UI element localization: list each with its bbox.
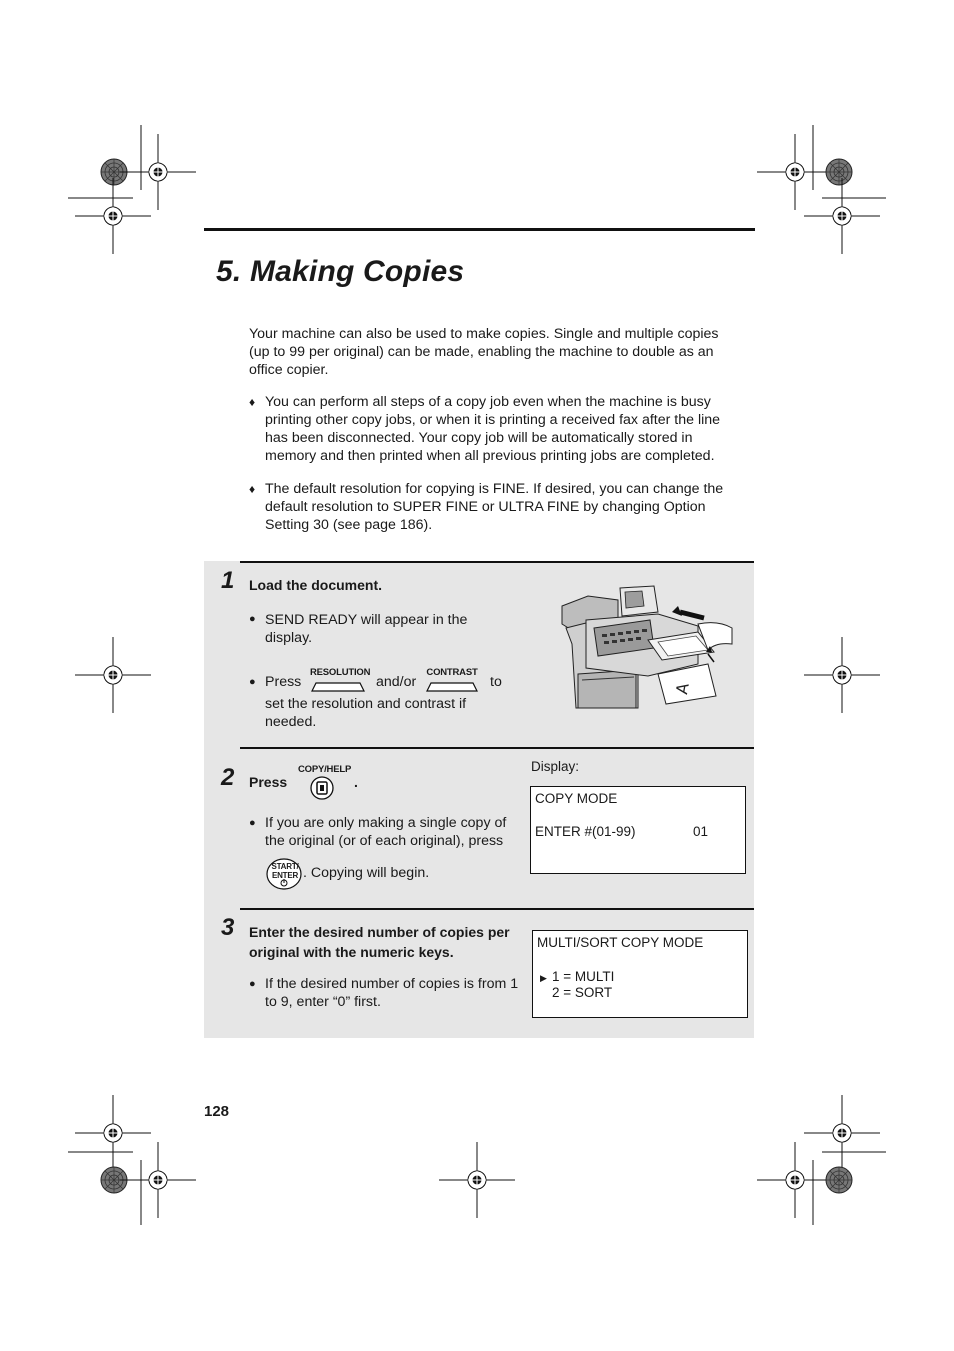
- display-line-2: ENTER #(01-99): [535, 824, 636, 839]
- step-2-rule: [240, 747, 754, 749]
- contrast-key-icon: [425, 678, 479, 694]
- step-1-rule: [240, 561, 754, 563]
- step-2-bullet-1: If you are only making a single copy of the original (or of each original), press: [265, 815, 507, 849]
- step-2-number: 2: [221, 764, 235, 791]
- svg-text:A: A: [672, 681, 693, 696]
- display-value: 01: [693, 824, 709, 839]
- start-enter-key: [266, 858, 304, 895]
- start-key-label-line1: START/: [271, 862, 299, 871]
- fax-machine-illustration: [558, 584, 736, 710]
- contrast-key-label: CONTRAST: [426, 667, 478, 678]
- diamond-bullet-icon: ♦: [249, 395, 256, 409]
- bullet-dot-icon: ●: [249, 978, 256, 990]
- step-1-number: 1: [221, 567, 235, 594]
- step-1-press-label: Press: [265, 674, 302, 690]
- bullet-dot-icon: ●: [249, 613, 256, 625]
- copy-help-key-icon: [304, 775, 344, 801]
- step-2-press-label: Press: [249, 774, 288, 790]
- note-text: The default resolution for copying is FINE. If desired, you can change the default resolution to SUPER FINE or ULTRA FINE by changing Option Setting 30 (see page 186).: [265, 481, 724, 533]
- display-option-1: 1 = MULTI: [552, 969, 615, 984]
- step-3-heading: Enter the desired number of copies per original with the numeric keys.: [249, 924, 510, 960]
- intro-paragraph: Your machine can also be used to make copies. Single and multiple copies (up to 99 per original) can be made, enabling the machine to double as an office copier.: [249, 326, 719, 378]
- step-3-number: 3: [221, 914, 235, 941]
- start-enter-key-label: [271, 862, 299, 880]
- note-text: You can perform all steps of a copy job even when the machine is busy printing other copy jobs, or when it is printing a received fax after the line has been disconnected. Your copy job will be automatically stored in memory and then printed when all previous printing jobs are completed.: [265, 394, 721, 464]
- step-1-heading: Load the document.: [249, 577, 382, 593]
- display-label: Display:: [531, 759, 580, 774]
- copy-mode-display: [530, 786, 746, 874]
- step-1-bullet-1: SEND READY will appear in the display.: [265, 612, 468, 646]
- start-key-label-line2: ENTER: [271, 871, 299, 880]
- step-3-rule: [240, 908, 754, 910]
- step-2-bullet-1-end: . Copying will begin.: [303, 865, 430, 881]
- bullet-dot-icon: ●: [249, 676, 256, 688]
- note-item: [249, 393, 739, 465]
- note-item: [249, 480, 739, 534]
- diamond-bullet-icon: ♦: [249, 482, 256, 496]
- page-number: 128: [204, 1103, 230, 1120]
- display-option-2: 2 = SORT: [552, 985, 613, 1000]
- copy-help-key: [298, 764, 352, 806]
- resolution-key-icon: [310, 678, 366, 694]
- copy-help-key-label: COPY/HELP: [298, 764, 352, 775]
- step-3-bullet-1: If the desired number of copies is from 1 to 9, enter “0” first.: [265, 976, 519, 1010]
- display-line-1: MULTI/SORT COPY MODE: [537, 935, 704, 950]
- chapter-title: 5. Making Copies: [216, 255, 465, 288]
- display-line-1: COPY MODE: [535, 791, 618, 806]
- selector-triangle-icon: ▶: [540, 973, 547, 983]
- bullet-dot-icon: ●: [249, 817, 256, 829]
- step-1-to: to: [490, 674, 502, 690]
- step-1-andor: and/or: [376, 674, 417, 690]
- multi-sort-display: [532, 930, 748, 1018]
- resolution-key-label: RESOLUTION: [310, 667, 371, 678]
- header-rule: [204, 228, 755, 231]
- step-1-bullet-2-rest: set the resolution and contrast if needed.: [265, 696, 467, 730]
- step-2-period: .: [354, 774, 358, 790]
